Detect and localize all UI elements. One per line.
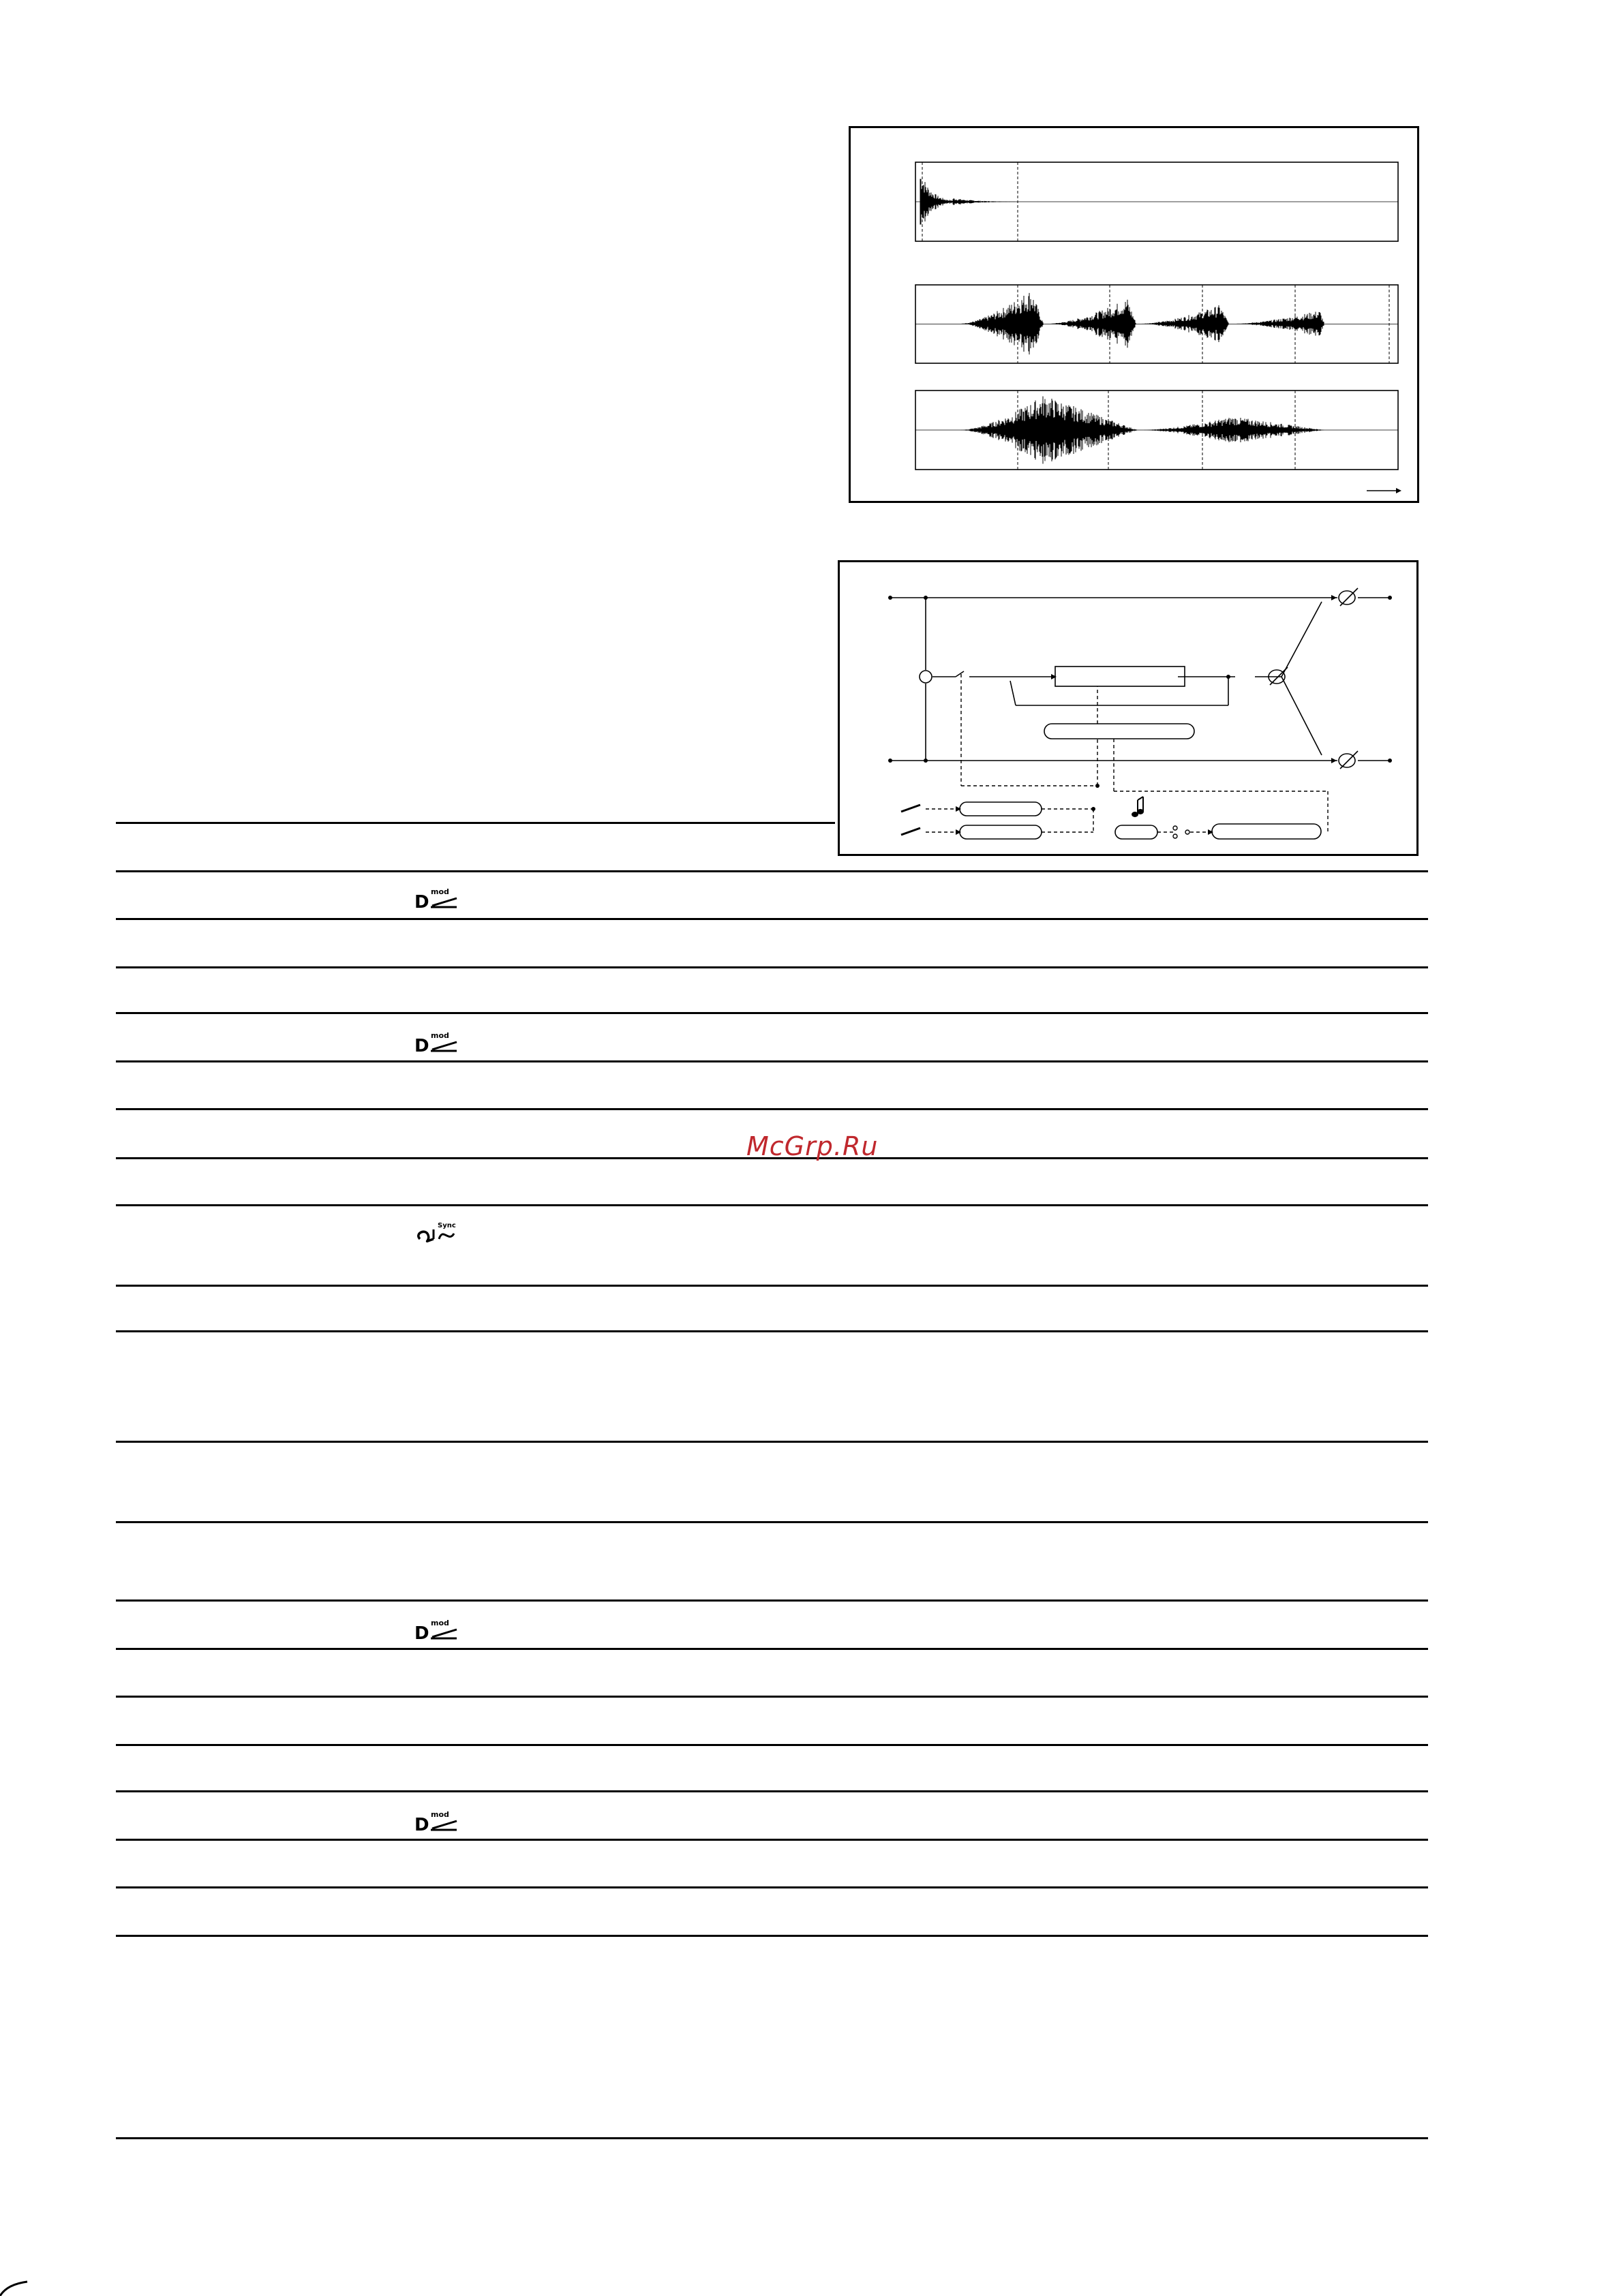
table-rule — [116, 1330, 1428, 1332]
pedal-icon — [901, 805, 920, 835]
table-rule — [116, 1599, 1428, 1602]
waveform-right — [915, 391, 1417, 470]
waveform-graphics — [851, 128, 1417, 501]
waveform-dry — [915, 162, 1398, 241]
table-rule — [116, 918, 1428, 920]
svg-text:D: D — [414, 892, 429, 912]
table-rule — [116, 966, 1428, 968]
time-arrow — [1367, 488, 1401, 493]
svg-text:Sync: Sync — [438, 1222, 456, 1229]
block-diagram — [838, 560, 1419, 856]
D-mod-icon — [413, 1616, 461, 1643]
table-rule — [116, 1012, 1428, 1014]
D-mod-icon — [413, 1028, 461, 1056]
table-rule — [116, 2137, 1428, 2139]
table-rule — [116, 1204, 1428, 1206]
svg-text:D: D — [414, 1036, 429, 1056]
svg-text:mod: mod — [431, 1810, 449, 1819]
table-rule — [116, 870, 1428, 872]
svg-text:mod: mod — [431, 1031, 449, 1040]
D-mod-icon — [413, 885, 461, 912]
table-rule — [116, 1935, 1428, 1937]
table-rule — [116, 1790, 1428, 1792]
table-rule — [116, 1285, 1428, 1287]
table-rule — [116, 1886, 1428, 1888]
page-corner-mark — [0, 2280, 41, 2296]
waveform-left — [915, 285, 1398, 363]
svg-text:D: D — [414, 1815, 429, 1835]
table-rule — [116, 1648, 1428, 1650]
table-rule — [116, 1060, 1428, 1062]
eighth-note-icon — [1132, 797, 1143, 816]
sync-icon — [413, 1219, 461, 1246]
waveform-illustration — [849, 126, 1419, 503]
table-rule — [116, 1521, 1428, 1523]
table-rule-top — [116, 822, 835, 824]
block-diagram-graphics — [840, 562, 1416, 854]
table-rule — [116, 1108, 1428, 1110]
table-rule — [116, 1441, 1428, 1443]
svg-text:mod: mod — [431, 1619, 449, 1627]
table-rule — [116, 1696, 1428, 1698]
D-mod-icon — [413, 1807, 461, 1835]
svg-text:D: D — [414, 1623, 429, 1643]
svg-text:mod: mod — [431, 887, 449, 896]
table-rule — [116, 1839, 1428, 1841]
table-rule — [116, 1744, 1428, 1746]
watermark: McGrp.Ru — [746, 1131, 879, 1161]
